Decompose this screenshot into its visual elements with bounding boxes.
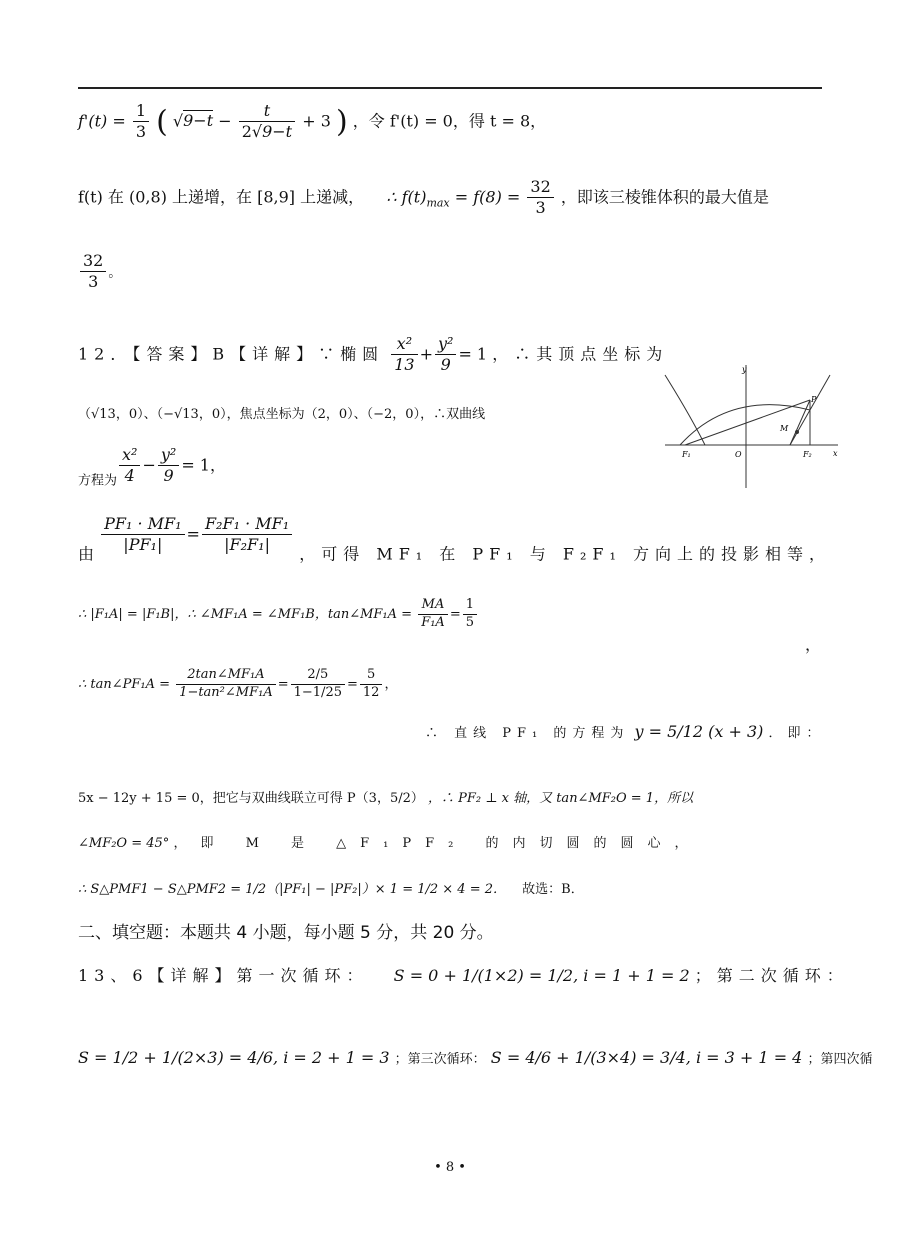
max-value-line bbox=[78, 252, 822, 292]
h-den2: 9 bbox=[163, 466, 174, 486]
loop1-tail: ；第二次循环： bbox=[694, 966, 849, 985]
incircle-text: ，即 M 是 △F₁PF₂ 的内切圆的圆心， bbox=[173, 836, 702, 851]
diag-f2-label: F₂ bbox=[803, 450, 812, 459]
tan2-line: ∴ tan∠PF₁A = $\frac{\text{2tan∠MF₁A}}{\text{1−tan²∠MF₁A}}$ = $\frac{2/5}{1-1/25}$ = $\frac{5}{12}$ ， bbox=[78, 667, 398, 700]
hyperbola-line: $_{方程为}$ $\frac{\text{x²}}{4}$ − $\frac{\text{y²}}{9}$ = 1， bbox=[78, 445, 226, 489]
max-label: ∴ f(t) bbox=[386, 187, 427, 207]
result-end: 。 bbox=[108, 265, 122, 281]
tan2-left: ∴ tan∠PF₁A = bbox=[78, 676, 175, 692]
vec-f2-num: F₂F₁ · MF₁ bbox=[202, 515, 292, 535]
e-num2: y² bbox=[435, 335, 456, 355]
one-fifth-den: 5 bbox=[465, 614, 474, 630]
h-den1: 4 bbox=[124, 466, 135, 486]
vec-left: 由 bbox=[78, 544, 95, 564]
result-num: 32 bbox=[80, 252, 106, 272]
angle-line: ∴ |F₁A| = |F₁B|，∴ ∠MF₁A = ∠MF₁B，tan∠MF₁A = $\frac{MA}{\text{F₁A}}$ = $\frac{1}{5}$ bbox=[78, 598, 822, 631]
h-num1: x² bbox=[119, 446, 140, 466]
loop3: S = 4/6 + 1/(3×4) = 3/4, i = 3 + 1 = 4 bbox=[490, 1048, 803, 1067]
max-eq: = f(8) = bbox=[454, 187, 526, 207]
max-den: 3 bbox=[535, 198, 546, 218]
intersect-text: 5x − 12y + 15 = 0，把它与双曲线联立可得 bbox=[78, 791, 343, 806]
pf2-text: ，∴ PF₂ ⊥ x 轴，又 tan∠MF₂O = 1，所以 bbox=[428, 791, 694, 806]
line-pf1 bbox=[425, 722, 825, 741]
line-pf1-eq: y = 5/12 (x + 3) bbox=[634, 722, 764, 741]
incircle-line bbox=[78, 832, 822, 851]
vec-f1-num: PF₁ · MF₁ bbox=[101, 515, 184, 535]
q12-tail: ，∴其顶点坐标为 bbox=[492, 344, 669, 364]
angle-45: ∠MF₂O = 45° bbox=[78, 836, 170, 851]
section-heading: 二、填空题：本题共 4 小题，每小题 5 分，共 20 分。 bbox=[78, 923, 494, 943]
diag-p-label: P bbox=[811, 395, 817, 404]
point-p: P（3，5/2） bbox=[346, 791, 424, 806]
angle-comma: ， bbox=[805, 635, 822, 654]
loop3-label: ；第三次循环： bbox=[394, 1052, 486, 1067]
vector-line: 由 $\frac{\text{PF₁ · MF₁}}{\text{|PF₁|}}$ = $\frac{\text{F₂F₁ · MF₁}}{\text{|F₂F₁|}}$ ，可得 MF₁ 在 PF₁ 与 F₂F₁ 方向上的投影相等， bbox=[78, 514, 831, 564]
max-sub: max bbox=[426, 196, 450, 210]
derivative-line: f'(t) = $\frac{1}{3}$ ( √9−t − $\frac{t}{2√9-t}$ + 3 ) ，令 f'(t) = 0，得 t = 8， bbox=[78, 101, 547, 142]
derivative-suffix: ，令 f'(t) = 0，得 t = 8， bbox=[352, 111, 547, 131]
page-number: • 8 • bbox=[434, 1160, 466, 1175]
vec-f1-den: |PF₁| bbox=[123, 535, 163, 555]
monotonic-line bbox=[78, 178, 822, 218]
ma: MA bbox=[418, 598, 448, 615]
area-text: ∴ S△PMF1 − S△PMF2 = 1/2（|PF₁| − |PF₂|）× 1 = 1/2 × 4 = 2． bbox=[78, 882, 507, 897]
q12-head-line: 12．【答案】B【详解】∵椭圆 $\frac{\text{x²}}{13}$ + $\frac{\text{y²}}{9}$ = 1 ，∴其顶点坐标为 bbox=[78, 334, 669, 375]
q12-head: 12．【答案】B【详解】∵椭圆 bbox=[78, 344, 385, 364]
f1a: F₁A bbox=[421, 614, 445, 630]
one-fifth-num: 1 bbox=[463, 598, 477, 615]
diag-y-label: y bbox=[742, 365, 747, 374]
loop2: S = 1/2 + 1/(2×3) = 4/6, i = 2 + 1 = 3 bbox=[78, 1048, 390, 1067]
loop1: S = 0 + 1/(1×2) = 1/2, i = 1 + 1 = 2 bbox=[393, 966, 690, 985]
diag-f1-label: F₁ bbox=[682, 450, 691, 459]
e-den1: 13 bbox=[394, 355, 415, 375]
q13-line2 bbox=[78, 1048, 873, 1067]
q12-vertices: （√13，0）、（−√13，0），焦点坐标为（2，0）、（−2，0），∴双曲线 bbox=[78, 407, 486, 422]
hyper-label: 方程为 bbox=[78, 473, 118, 489]
diag-x-label: x bbox=[833, 449, 838, 458]
e-den2: 9 bbox=[440, 355, 451, 375]
diag-o-label: O bbox=[735, 450, 742, 459]
line-pf1-label: ∴ 直线 PF₁ 的方程为 bbox=[425, 726, 630, 741]
q13-line1 bbox=[78, 963, 849, 986]
diag-m-label: M bbox=[780, 424, 789, 433]
tan2-res-den: 12 bbox=[362, 684, 380, 700]
e-num1: x² bbox=[391, 335, 417, 355]
q13-head: 13、6【详解】第一次循环： bbox=[78, 966, 369, 985]
header-rule bbox=[78, 87, 822, 89]
tan2-den: 1−tan²∠MF₁A bbox=[179, 684, 273, 700]
angle-text: ∴ |F₁A| = |F₁B|，∴ ∠MF₁A = ∠MF₁B，tan∠MF₁A = bbox=[78, 606, 417, 622]
area-line bbox=[78, 878, 822, 897]
tan2-mid-num: 2/5 bbox=[291, 668, 345, 685]
vec-f2-den: |F₂F₁| bbox=[224, 535, 270, 555]
loop4-label: ；第四次循 bbox=[807, 1052, 873, 1067]
hyperbola-diagram bbox=[660, 360, 840, 490]
answer-text: 故选：B． bbox=[522, 882, 584, 897]
line-pf1-tail: ．即： bbox=[768, 726, 826, 741]
vec-tail: ，可得 MF₁ 在 PF₁ 与 F₂F₁ 方向上的投影相等， bbox=[299, 544, 831, 564]
intersect-line bbox=[78, 787, 822, 806]
max-tail: ，即该三棱锥体积的最大值是 bbox=[560, 187, 769, 207]
h-eq: = 1， bbox=[181, 455, 226, 475]
h-num2: y² bbox=[158, 446, 179, 466]
tan2-mid-den: 1−1/25 bbox=[293, 684, 342, 700]
tan2-num: 2tan∠MF₁A bbox=[176, 668, 276, 685]
e-eq: = 1 bbox=[458, 344, 488, 364]
max-num: 32 bbox=[527, 178, 553, 198]
monotonic-text: f(t) 在 (0,8) 上递增，在 [8,9] 上递减， bbox=[78, 187, 365, 207]
result-den: 3 bbox=[88, 272, 99, 292]
tan2-res-num: 5 bbox=[360, 668, 383, 685]
